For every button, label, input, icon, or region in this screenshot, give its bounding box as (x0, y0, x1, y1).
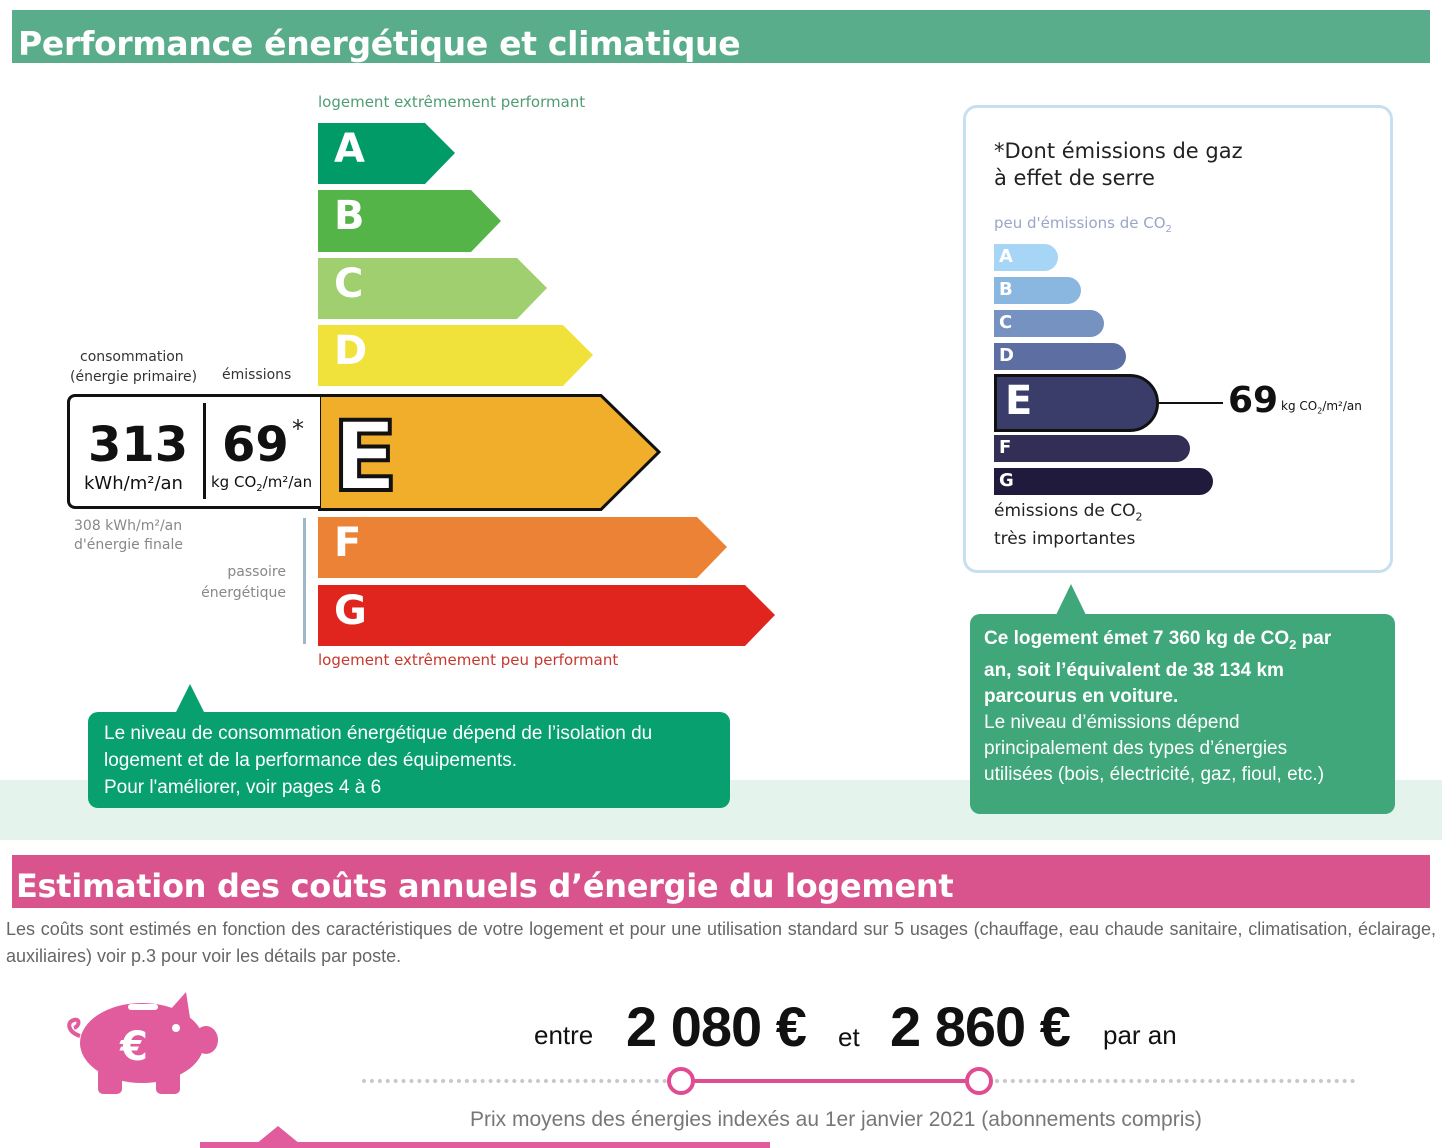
energy-scale-bottom-label: logement extrêmement peu performant (318, 651, 619, 669)
passoire-bracket (303, 518, 306, 644)
energy-callout (88, 712, 730, 808)
energy-class-g-bar (318, 585, 778, 646)
ges-class-c-label: C (999, 312, 1013, 333)
cost-max-value: 2 860 € (890, 995, 1070, 1058)
ges-unit-a: kg CO (1281, 399, 1318, 413)
cost-min-value: 2 080 € (626, 995, 806, 1058)
energy-callout-pointer (175, 684, 205, 714)
emissions-unit-a: kg CO (211, 473, 257, 491)
energy-class-c-label: C (334, 261, 364, 307)
passoire-label (196, 562, 286, 604)
value-separator (203, 403, 206, 499)
energy-class-g-label: G (334, 588, 367, 634)
energy-class-e-bar (318, 394, 664, 511)
costs-description: Les coûts sont estimés en fonction des caractéristiques de votre logement et pour une utilisation standard sur 5 usages (chauffage, eau chaude sanitaire, climatisation, éclairage, auxiliaires) voir p.3 pour voir les détails par poste. (6, 919, 1436, 966)
cost-range-min-marker (667, 1067, 695, 1095)
final-energy-line2: d'énergie finale (74, 537, 183, 553)
ges-class-b-label: B (999, 279, 1013, 300)
emissions-unit (211, 473, 312, 494)
emissions-unit-sub: 2 (256, 483, 263, 494)
ges-scale-bottom-sub: 2 (1135, 510, 1143, 524)
cost-range-track-left (362, 1079, 667, 1083)
cost-word-and: et (838, 1022, 860, 1052)
ges-class-f-bar (994, 435, 1190, 462)
energy-callout-line1: Le niveau de consommation énergétique dépend de l’isolation du (104, 723, 653, 744)
emissions-asterisk: * (292, 415, 304, 443)
ges-scale-bottom-line2: très importantes (994, 529, 1136, 550)
price-index-note: Prix moyens des énergies indexés au 1er janvier 2021 (abonnements compris) (470, 1108, 1202, 1131)
energy-value-box (67, 394, 320, 509)
final-energy-note (74, 517, 183, 555)
ges-scale-bottom-line1 (994, 500, 1143, 528)
ges-scale-top-sub: 2 (1165, 224, 1172, 235)
ges-class-b-bar (994, 277, 1081, 304)
ges-title-line1: *Dont émissions de gaz (994, 139, 1243, 163)
energy-class-b-bar (318, 190, 504, 252)
emissions-unit-b: /m²/an (262, 473, 313, 491)
ges-callout-line3: utilisées (bois, électricité, gaz, fioul, etc.) (984, 763, 1325, 785)
ges-callout-bold-line2: an, soit l’équivalent de 38 134 km (984, 659, 1284, 681)
ges-class-g-label: G (999, 470, 1014, 491)
ges-callout-bold-line3: parcourus en voiture. (984, 685, 1179, 707)
ges-scale-bottom-text: émissions de CO (994, 501, 1136, 521)
ges-class-g-bar (994, 468, 1213, 495)
ges-callout-bold-line1 (984, 626, 1381, 658)
ges-callout-bold-text: Ce logement émet 7 360 kg de CO (984, 628, 1290, 649)
ges-title (994, 138, 1243, 192)
ges-unit-sub: 2 (1317, 406, 1323, 416)
passoire-line1: passoire (227, 564, 286, 580)
energy-current-class-badge (332, 406, 398, 498)
ges-value-leader-line (1159, 402, 1223, 404)
ges-title-line2: à effet de serre (994, 166, 1155, 190)
ges-callout-bold-tail: par (1296, 628, 1332, 649)
cost-range-track-right (995, 1079, 1355, 1083)
final-energy-line1: 308 kWh/m²/an (74, 518, 183, 534)
ges-class-a-label: A (999, 246, 1013, 267)
emissions-header: émissions (222, 367, 292, 383)
cost-range-bar (681, 1079, 979, 1083)
energy-class-d-label: D (334, 328, 368, 374)
energy-callout-line3: Pour l'améliorer, voir pages 4 à 6 (104, 777, 382, 798)
cost-word-between: entre (534, 1020, 594, 1050)
energy-class-f-bar (318, 517, 730, 578)
ges-class-d-bar (994, 343, 1126, 370)
energy-class-b-label: B (334, 193, 365, 239)
energy-class-d-bar (318, 325, 596, 386)
ges-unit (1281, 399, 1362, 415)
consumption-unit: kWh/m²/an (84, 473, 183, 494)
energy-class-a-bar (318, 123, 458, 184)
costs-section-title: Estimation des coûts annuels d’énergie du logement (16, 867, 954, 905)
ges-callout-line1: Le niveau d’émissions dépend (984, 711, 1240, 733)
ges-unit-b: /m²/an (1322, 399, 1362, 413)
ges-value: 69 (1228, 380, 1279, 421)
ges-callout-line2: principalement des types d’énergies (984, 737, 1288, 759)
passoire-line2: énergétique (201, 585, 286, 601)
ges-class-c-bar (994, 310, 1104, 337)
ges-scale-top-label (994, 214, 1172, 235)
consumption-value: 313 (88, 417, 189, 473)
euro-symbol: € (120, 1024, 148, 1070)
energy-scale-top-label: logement extrêmement performant (318, 93, 586, 111)
ges-callout (970, 614, 1395, 814)
ges-class-f-label: F (999, 437, 1012, 458)
consumption-header-line1: consommation (80, 349, 184, 365)
ges-scale-bottom-label (994, 500, 1143, 551)
ges-callout-pointer (1056, 584, 1086, 615)
energy-class-f-label: F (334, 520, 362, 566)
energy-callout-line2: logement et de la performance des équipements. (104, 750, 517, 771)
emissions-value: 69 (222, 417, 289, 473)
ges-callout-bold-sub: 2 (1289, 636, 1297, 652)
cost-range-max-marker (965, 1067, 993, 1095)
piggy-bank-icon (58, 988, 218, 1098)
consumption-header (70, 347, 197, 387)
energy-current-class-letter: E (332, 406, 398, 498)
ges-class-e-bar (994, 374, 1159, 432)
consumption-header-line2: (énergie primaire) (70, 369, 198, 385)
costs-section-header (12, 855, 1430, 908)
energy-class-a-label: A (334, 126, 365, 172)
ges-class-a-bar (994, 244, 1058, 271)
ges-scale-top-text: peu d'émissions de CO (994, 214, 1166, 232)
ges-current-class-letter: E (1005, 378, 1033, 424)
energy-section-title: Performance énergétique et climatique (18, 24, 741, 63)
costs-pink-arrow (200, 1126, 770, 1148)
energy-section-header (12, 10, 1430, 63)
cost-per-year: par an (1103, 1020, 1177, 1050)
ges-class-d-label: D (999, 345, 1014, 366)
ges-panel (963, 105, 1393, 573)
energy-class-c-bar (318, 258, 550, 319)
